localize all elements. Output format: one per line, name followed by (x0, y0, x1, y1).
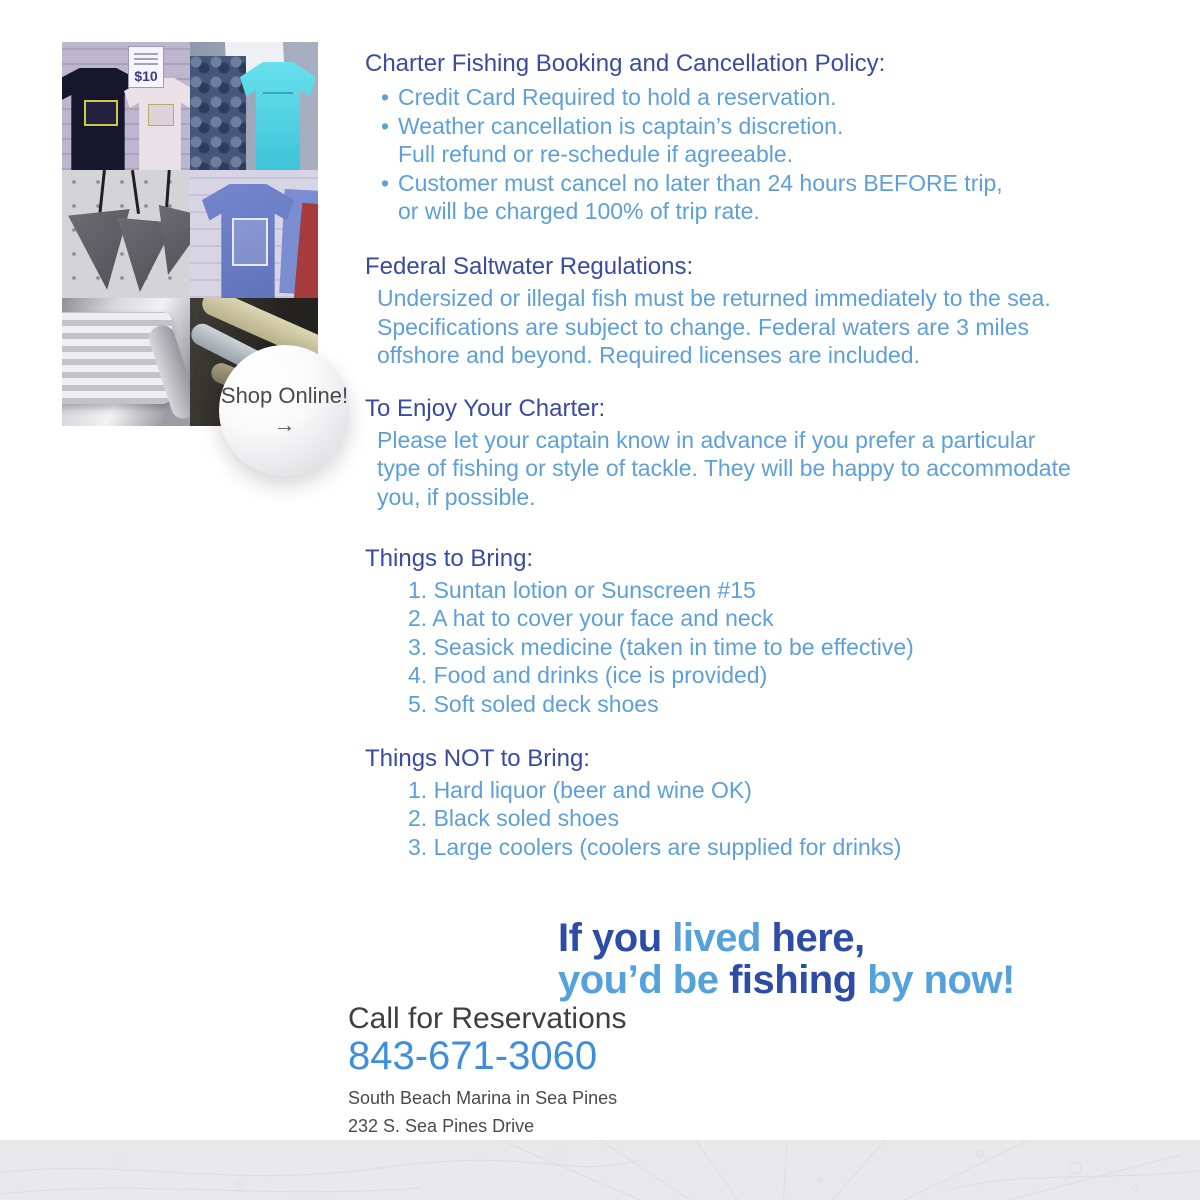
bullet-icon: • (381, 112, 390, 139)
shop-online-button[interactable] (219, 345, 350, 476)
enjoy-line: type of fishing or style of tackle. They will be happy to accommodate (377, 455, 1071, 482)
bring-list (408, 576, 1160, 719)
blue-water-logo (232, 218, 268, 266)
policy-list (348, 83, 1160, 226)
regulations-paragraph (377, 284, 1160, 370)
photo-tshirts-slatwall (62, 42, 190, 170)
photo-pyramid-sinkers (62, 170, 190, 298)
policy-continuation-line: Full refund or re-schedule if agreeable. (398, 141, 794, 168)
price-tag: $10 (128, 46, 164, 88)
tagline-segment: fishing (729, 958, 857, 1003)
regulations-line: Undersized or illegal fish must be returned immediately to the sea. (377, 284, 1051, 311)
tshirt-logo (84, 100, 118, 126)
turquoise-fishing-shirt (240, 62, 316, 170)
camo-shirt (190, 56, 246, 170)
hanging-cord (131, 170, 140, 214)
photo-hanging-shirts (190, 42, 318, 170)
bring-item: 3. Seasick medicine (taken in time to be effective) (408, 633, 914, 660)
not-bring-item: 2. Black soled shoes (408, 805, 619, 832)
tagline-segment: here, (760, 916, 865, 961)
content-column (348, 40, 1160, 1137)
policy-bullet-line (381, 169, 1160, 198)
contact-block (348, 1004, 1160, 1137)
regulations-line: offshore and beyond. Required licenses are included. (377, 342, 920, 369)
section-heading-regulations: Federal Saltwater Regulations: (365, 252, 694, 280)
nautical-chart-texture (0, 1140, 1200, 1200)
regulations-line: Specifications are subject to change. Federal waters are 3 miles (377, 313, 1029, 340)
tagline-segment: lived (672, 916, 761, 961)
photo-fishing-reel (62, 298, 190, 426)
tagline-line-2 (558, 959, 1160, 1001)
section-heading-policy: Charter Fishing Booking and Cancellation Policy: (365, 50, 886, 77)
enjoy-paragraph (377, 426, 1160, 512)
section-heading-not-bring: Things NOT to Bring: (365, 744, 590, 772)
tagline-segment: you’d be (558, 958, 730, 1003)
bring-item: 1. Suntan lotion or Sunscreen #15 (408, 576, 756, 603)
policy-bullet-line (381, 83, 1160, 112)
policy-bullet-line (381, 112, 1160, 141)
tagline (558, 917, 1160, 1001)
street-address-line: 232 S. Sea Pines Drive (348, 1116, 535, 1137)
bullet-icon: • (381, 84, 390, 110)
photo-bluewater-tshirt (190, 170, 318, 298)
call-for-reservations-label: Call for Reservations (348, 1002, 627, 1036)
not-bring-list (408, 776, 1160, 862)
not-bring-item: 1. Hard liquor (beer and wine OK) (408, 776, 752, 803)
phone-link[interactable]: 843-671-3060 (348, 1034, 598, 1079)
tagline-segment: by now! (856, 958, 1015, 1003)
section-heading-enjoy: To Enjoy Your Charter: (365, 394, 606, 422)
tagline-segment: If you (558, 916, 673, 961)
tshirt-logo (148, 104, 174, 126)
enjoy-line: you, if possible. (377, 483, 536, 510)
not-bring-item: 3. Large coolers (coolers are supplied for drinks) (408, 833, 902, 860)
policy-line-text: Customer must cancel no later than 24 hours BEFORE trip, (398, 169, 1003, 196)
section-heading-bring: Things to Bring: (365, 544, 534, 572)
footer-band (0, 1140, 1200, 1200)
policy-line-text: Weather cancellation is captain’s discretion. (398, 112, 844, 139)
tagline-line-1 (558, 917, 1160, 959)
bring-item: 2. A hat to cover your face and neck (408, 605, 774, 632)
shop-online-label: Shop Online! (220, 383, 349, 408)
policy-line-text: Credit Card Required to hold a reservation. (398, 84, 837, 110)
right-arrow-icon: → (273, 412, 296, 437)
enjoy-line: Please let your captain know in advance if you prefer a particular (377, 426, 1036, 453)
policy-continuation-line: or will be charged 100% of trip rate. (398, 198, 760, 225)
bring-item: 4. Food and drinks (ice is provided) (408, 662, 768, 689)
marina-address-line: South Beach Marina in Sea Pines (348, 1088, 618, 1109)
bullet-icon: • (381, 169, 390, 196)
bring-item: 5. Soft soled deck shoes (408, 690, 659, 717)
